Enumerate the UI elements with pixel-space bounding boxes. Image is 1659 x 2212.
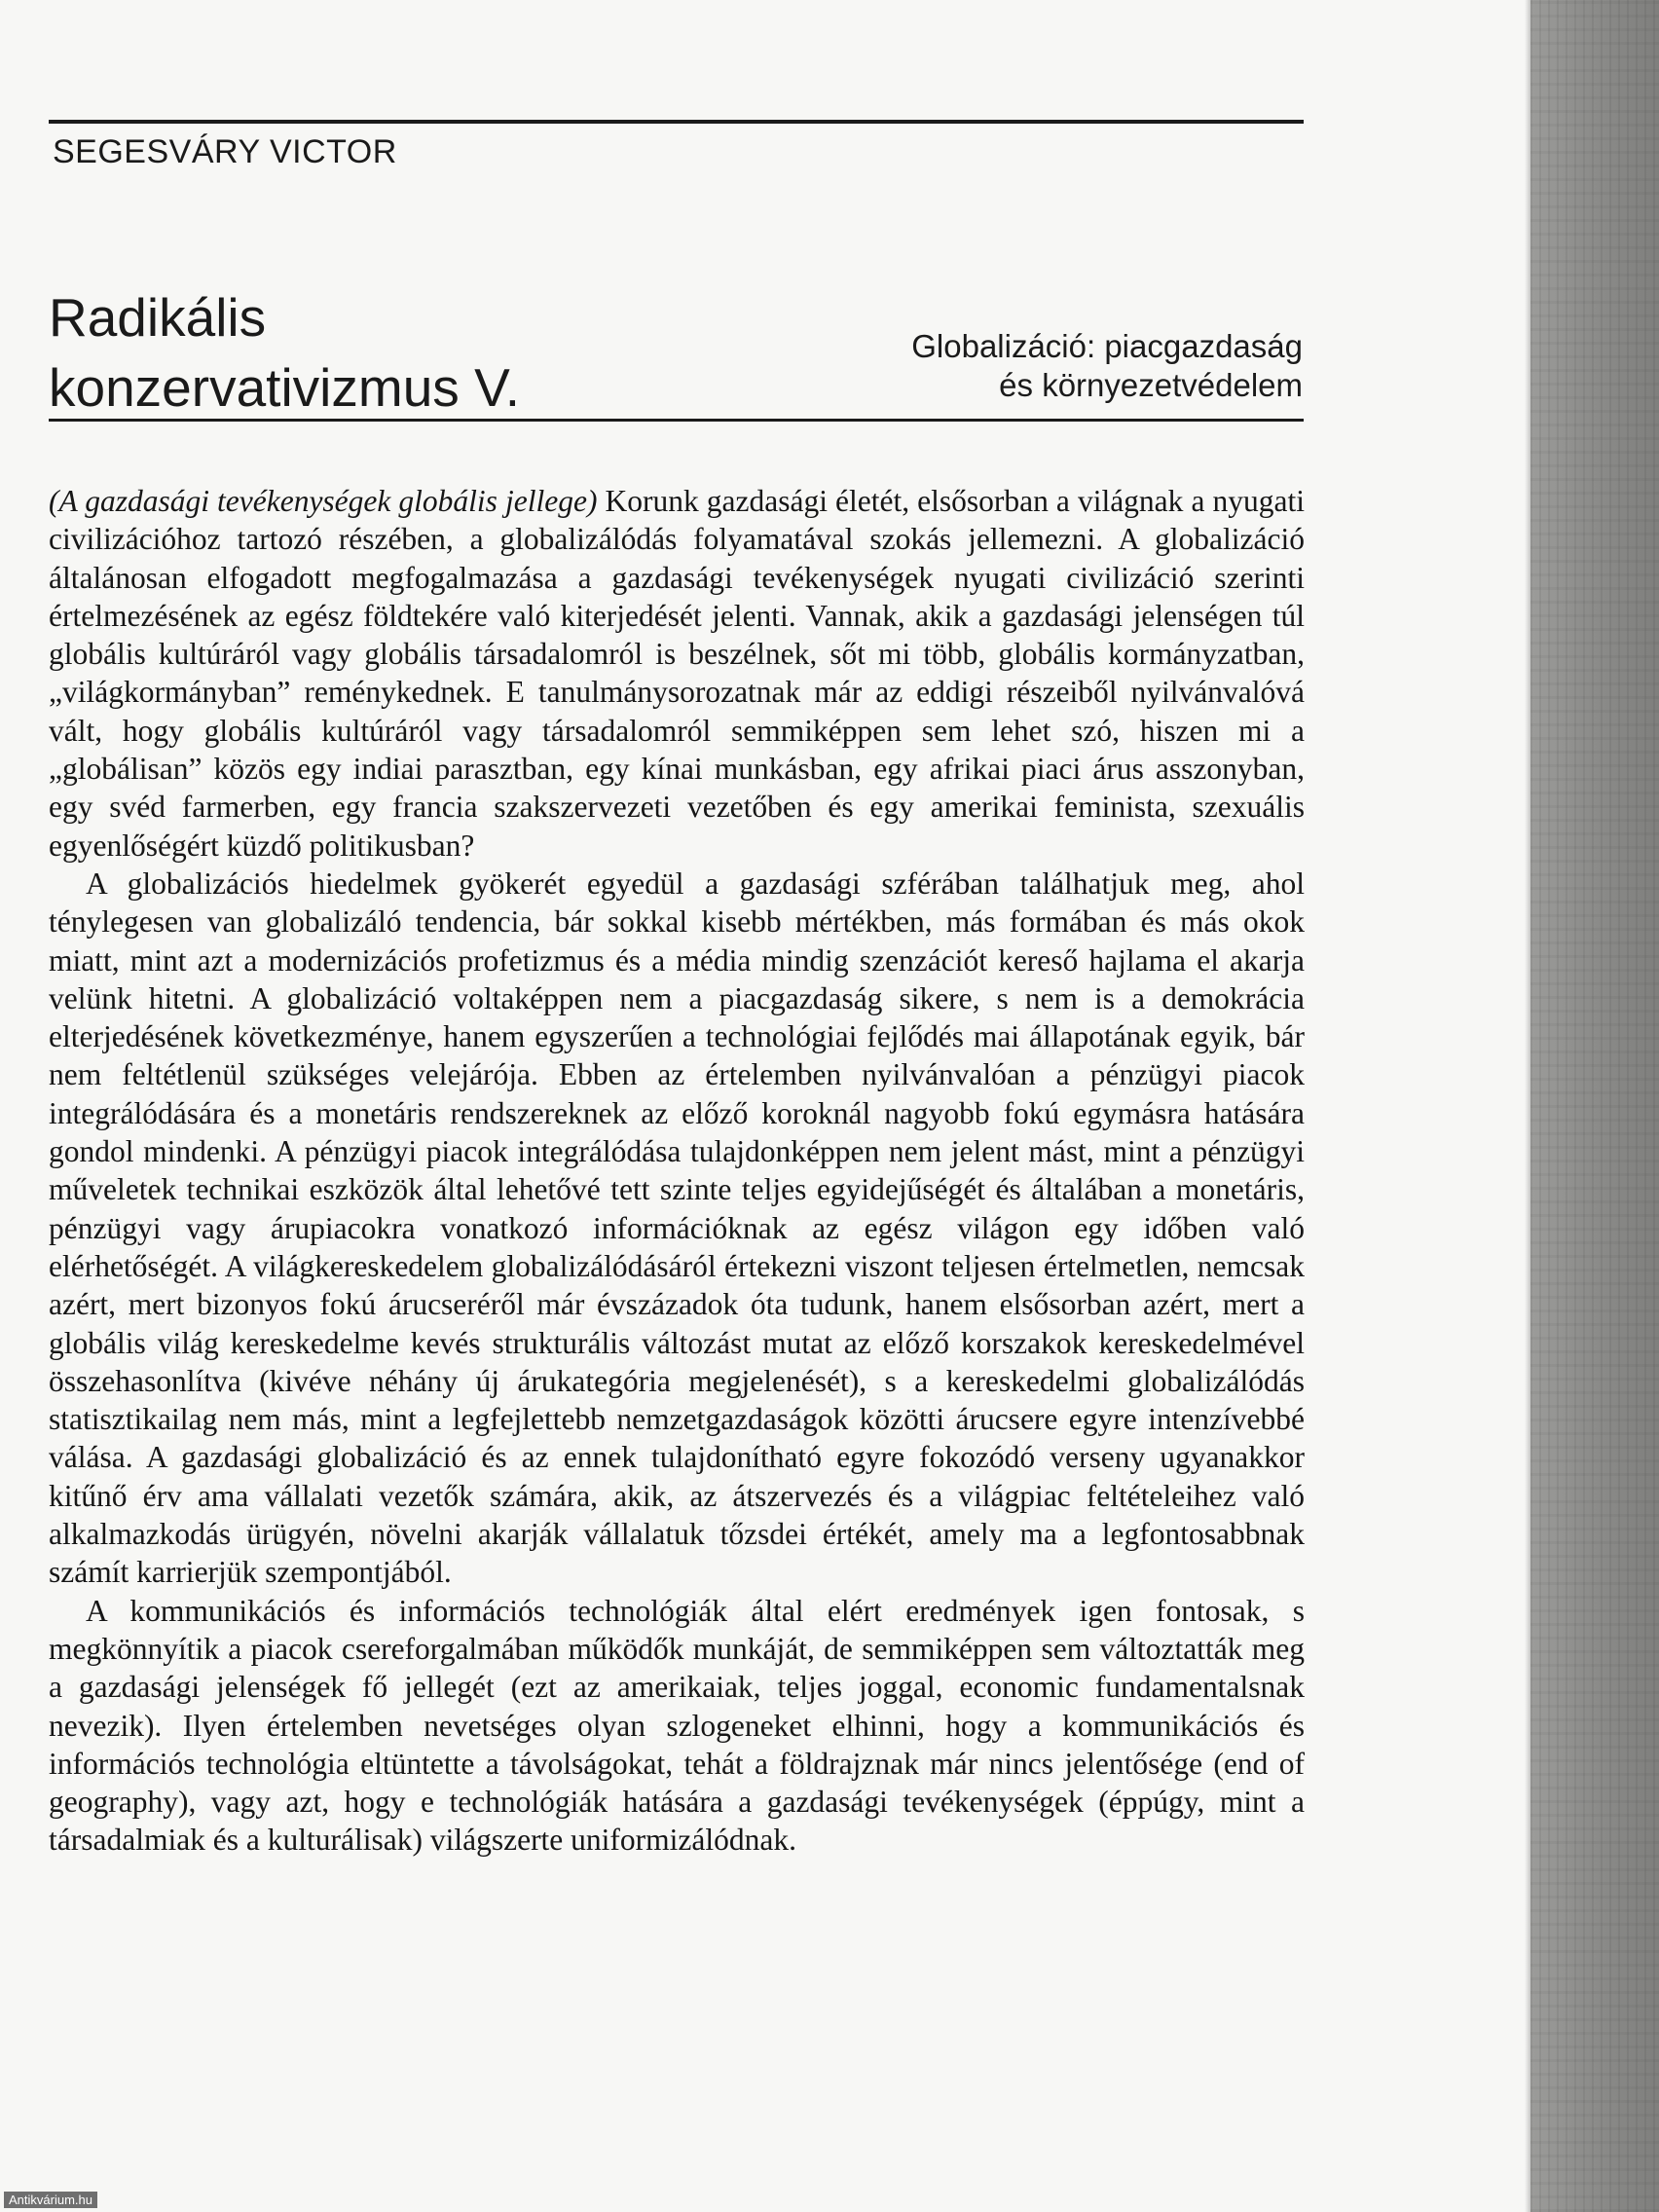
- paragraph-1: [49, 482, 1305, 865]
- watermark: Antikvárium.hu: [4, 2192, 97, 2208]
- article-title-line-2: konzervativizmus V.: [49, 357, 520, 418]
- article-subtitle-line-1: Globalizáció: piacgazdaság: [911, 328, 1303, 364]
- article-title-line-1: Radikális: [49, 287, 267, 348]
- paragraph-1-text: Korunk gazdasági életét, elsősorban a világnak a nyugati civilizációhoz tartozó részében, a globalizálódás folyamatával szokás jellemezni. A globalizáció általánosan elfogadott megfogalmazása a gazdasági tevékenységek nyugati civilizáció szerinti értelmezésének az egész földtekére való kiterjedését jelenti. Vannak, akik a gazdasági jelenségen túl globális kultúráról vagy globális társadalomról is beszélnek, sőt mi több, globális kormányzatban, „világkormányban” reménykednek. E tanulmánysorozatnak már az eddigi részeiből nyilvánvalóvá vált, hogy globális kultúráról vagy társadalomról semmiképpen sem lehet szó, hiszen mi a „globálisan” közös egy indiai parasztban, egy kínai munkásban, egy afrikai piaci árus asszonyban, egy svéd farmerben, egy francia szakszervezeti vezetőben és egy amerikai feminista, szexuális egyenlőségért küzdő politikusban?: [49, 484, 1305, 863]
- title-rule: [49, 419, 1304, 422]
- author-name: SEGESVÁRY VICTOR: [53, 133, 397, 170]
- article-title: [49, 282, 520, 423]
- section-lead-in: (A gazdasági tevékenységek globális jellege): [49, 484, 598, 518]
- article-subtitle: [911, 327, 1303, 405]
- header-rule: [49, 120, 1304, 124]
- article-subtitle-line-2: és környezetvédelem: [999, 367, 1303, 403]
- book-spine-background: [1530, 0, 1659, 2212]
- article-body: [49, 482, 1305, 1860]
- paragraph-2: A globalizációs hiedelmek gyökerét egyedül a gazdasági szférában találhatjuk meg, ahol ténylegesen van globalizáló tendencia, bár sokkal kisebb mértékben, más formában és más okok miatt, mint azt a modernizációs profetizmus és a média mindig szenzációt kereső hajlama el akarja velünk hitetni. A globalizáció voltaképpen nem a piacgazdaság sikere, s nem is a demokrácia elterjedésének következménye, hanem egyszerűen a technológiai fejlődés mai állapotának egyik, bár nem feltétlenül szükséges velejárója. Ebben az értelemben nyilvánvalóan a pénzügyi piacok integrálódására és a monetáris rendszereknek az előző koroknál nagyobb fokú egymásra hatására gondol mindenki. A pénzügyi piacok integrálódása tulajdonképpen nem jelent mást, mint a pénzügyi műveletek technikai eszközök által lehetővé tett szinte teljes egyidejűségét és általában a monetáris, pénzügyi vagy árupiacokra vonatkozó információknak az egész világon egy időben való elérhetőségét. A világkereskedelem globalizálódásáról értekezni viszont teljesen értelmetlen, nemcsak azért, mert bizonyos fokú árucseréről már évszázadok óta tudunk, hanem elsősorban azért, mert a globális világ kereskedelme kevés strukturális változást mutat az előző korszakok kereskedelmével összehasonlítva (kivéve néhány új árukategória megjelenését), s a kereskedelmi globalizálódás statisztikailag nem más, mint a legfejlettebb nemzetgazdaságok közötti árucsere egyre intenzívebbé válása. A gazdasági globalizáció és az ennek tulajdonítható egyre fokozódó verseny ugyanakkor kitűnő érv ama vállalati vezetők számára, akik, az átszervezés és a világpiac feltételeihez való alkalmazkodás ürügyén, növelni akarják vállalatuk tőzsdei értékét, amely ma a legfontosabbnak számít karrierjük szempontjából.: [49, 866, 1305, 1590]
- paragraph-3: A kommunikációs és információs technológiák által elért eredmények igen fontosak, s megkönnyítik a piacok csereforgalmában működők munkáját, de semmiképpen sem változtatták meg a gazdasági jelenségek fő jellegét (ezt az amerikaiak, teljes joggal, economic fundamentalsnak nevezik). Ilyen értelemben nevetséges olyan szlogeneket elhinni, hogy a kommunikációs és információs technológia eltüntette a távolságokat, tehát a földrajznak már nincs jelentősége (end of geography), vagy azt, hogy e technológiák hatására a gazdasági tevékenységek (éppúgy, mint a társadalmiak és a kulturálisak) világszerte uniformizálódnak.: [49, 1593, 1305, 1858]
